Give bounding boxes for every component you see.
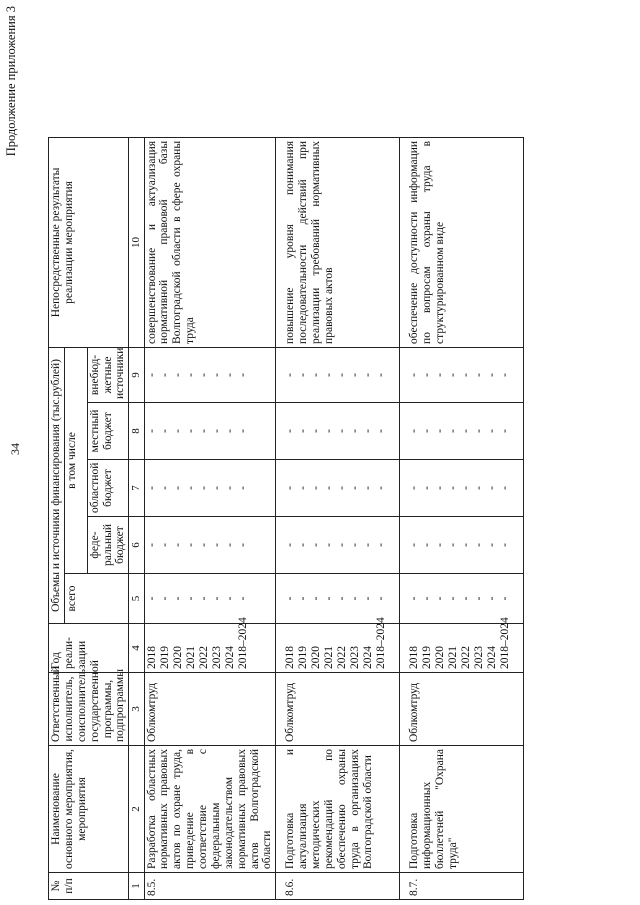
- local-values: - - - - - - - -: [144, 403, 276, 460]
- table-row: [276, 137, 400, 899]
- header-including: в том числе: [64, 347, 87, 573]
- measure-name: Разработка областных нормативных правовых актов по охране труда, приведение в соответствие с федеральным законодательством нормативных правовых актов Волгоградской области: [144, 746, 276, 873]
- header-local: местный бюджет: [87, 403, 129, 460]
- header-num: № п/п: [49, 873, 129, 900]
- federal-values: - - - - - - - -: [144, 517, 276, 574]
- column-index: 7: [129, 460, 144, 517]
- total-values: - - - - - - - -: [276, 574, 400, 624]
- extrabudget-values: - - - - - - - -: [400, 347, 524, 402]
- total-values: - - - - - - - -: [400, 574, 524, 624]
- row-number: 8.7.: [400, 873, 524, 900]
- regional-values: - - - - - - - -: [400, 460, 524, 517]
- page-number: 34: [8, 443, 22, 455]
- table-row: [400, 137, 524, 899]
- row-number: 8.5.: [144, 873, 276, 900]
- header-results: Непосредственные результаты реализации мероприятия: [49, 137, 129, 347]
- local-values: - - - - - - - -: [276, 403, 400, 460]
- column-index: 4: [129, 624, 144, 673]
- column-index: 5: [129, 574, 144, 624]
- header-funding: Объемы и источники финансирования (тыс.рублей): [49, 347, 65, 623]
- header-regional: областной бюджет: [87, 460, 129, 517]
- responsible-executor: Облкомтруд: [400, 673, 524, 746]
- column-index: 2: [129, 746, 144, 873]
- header-responsible: Ответственный исполнитель, соисполнитель государственной программы, подпрограммы: [49, 673, 129, 746]
- local-values: - - - - - - - -: [400, 403, 524, 460]
- column-index-row: [129, 137, 144, 899]
- federal-values: - - - - - - - -: [276, 517, 400, 574]
- program-table: [48, 137, 524, 900]
- header-name: Наименование основного мероприятия, мероприятия: [49, 746, 129, 873]
- measure-name: Подготовка и актуализация методических рекомендаций по обеспечению охраны труда в организациях Волгоградской области: [276, 746, 400, 873]
- expected-result: совершенствование и актуализация нормативной правовой базы Волгоградской области в сфере охраны труда: [144, 137, 276, 347]
- column-index: 1: [129, 873, 144, 900]
- continuation-label: Продолжение приложения 3: [4, 6, 18, 157]
- regional-values: - - - - - - - -: [144, 460, 276, 517]
- column-index: 10: [129, 137, 144, 347]
- year-list: 2018 2019 2020 2021 2022 2023 2024 2018–2024: [276, 624, 400, 673]
- extrabudget-values: - - - - - - - -: [276, 347, 400, 402]
- column-index: 6: [129, 517, 144, 574]
- year-list: 2018 2019 2020 2021 2022 2023 2024 2018–2024: [400, 624, 524, 673]
- federal-values: - - - - - - - -: [400, 517, 524, 574]
- table-row: [144, 137, 276, 899]
- responsible-executor: Облкомтруд: [276, 673, 400, 746]
- expected-result: обеспечение доступности информации по вопросам охраны труда в структурированном виде: [400, 137, 524, 347]
- year-list: 2018 2019 2020 2021 2022 2023 2024 2018–2024: [144, 624, 276, 673]
- column-index: 8: [129, 403, 144, 460]
- header-extrabudget: внебюд-жетные источники: [87, 347, 129, 402]
- column-index: 3: [129, 673, 144, 746]
- measure-name: Подготовка информационных бюллетеней "Охрана труда": [400, 746, 524, 873]
- regional-values: - - - - - - - -: [276, 460, 400, 517]
- row-number: 8.6.: [276, 873, 400, 900]
- header-row-1: [49, 137, 65, 899]
- extrabudget-values: - - - - - - - -: [144, 347, 276, 402]
- expected-result: повышение уровня понимания последовательности действий при реализации требований нормативных правовых актов: [276, 137, 400, 347]
- header-total: всего: [64, 574, 128, 624]
- column-index: 9: [129, 347, 144, 402]
- responsible-executor: Облкомтруд: [144, 673, 276, 746]
- total-values: - - - - - - - -: [144, 574, 276, 624]
- header-federal: феде-ральный бюджет: [87, 517, 129, 574]
- header-year: Год реали-зации: [49, 624, 129, 673]
